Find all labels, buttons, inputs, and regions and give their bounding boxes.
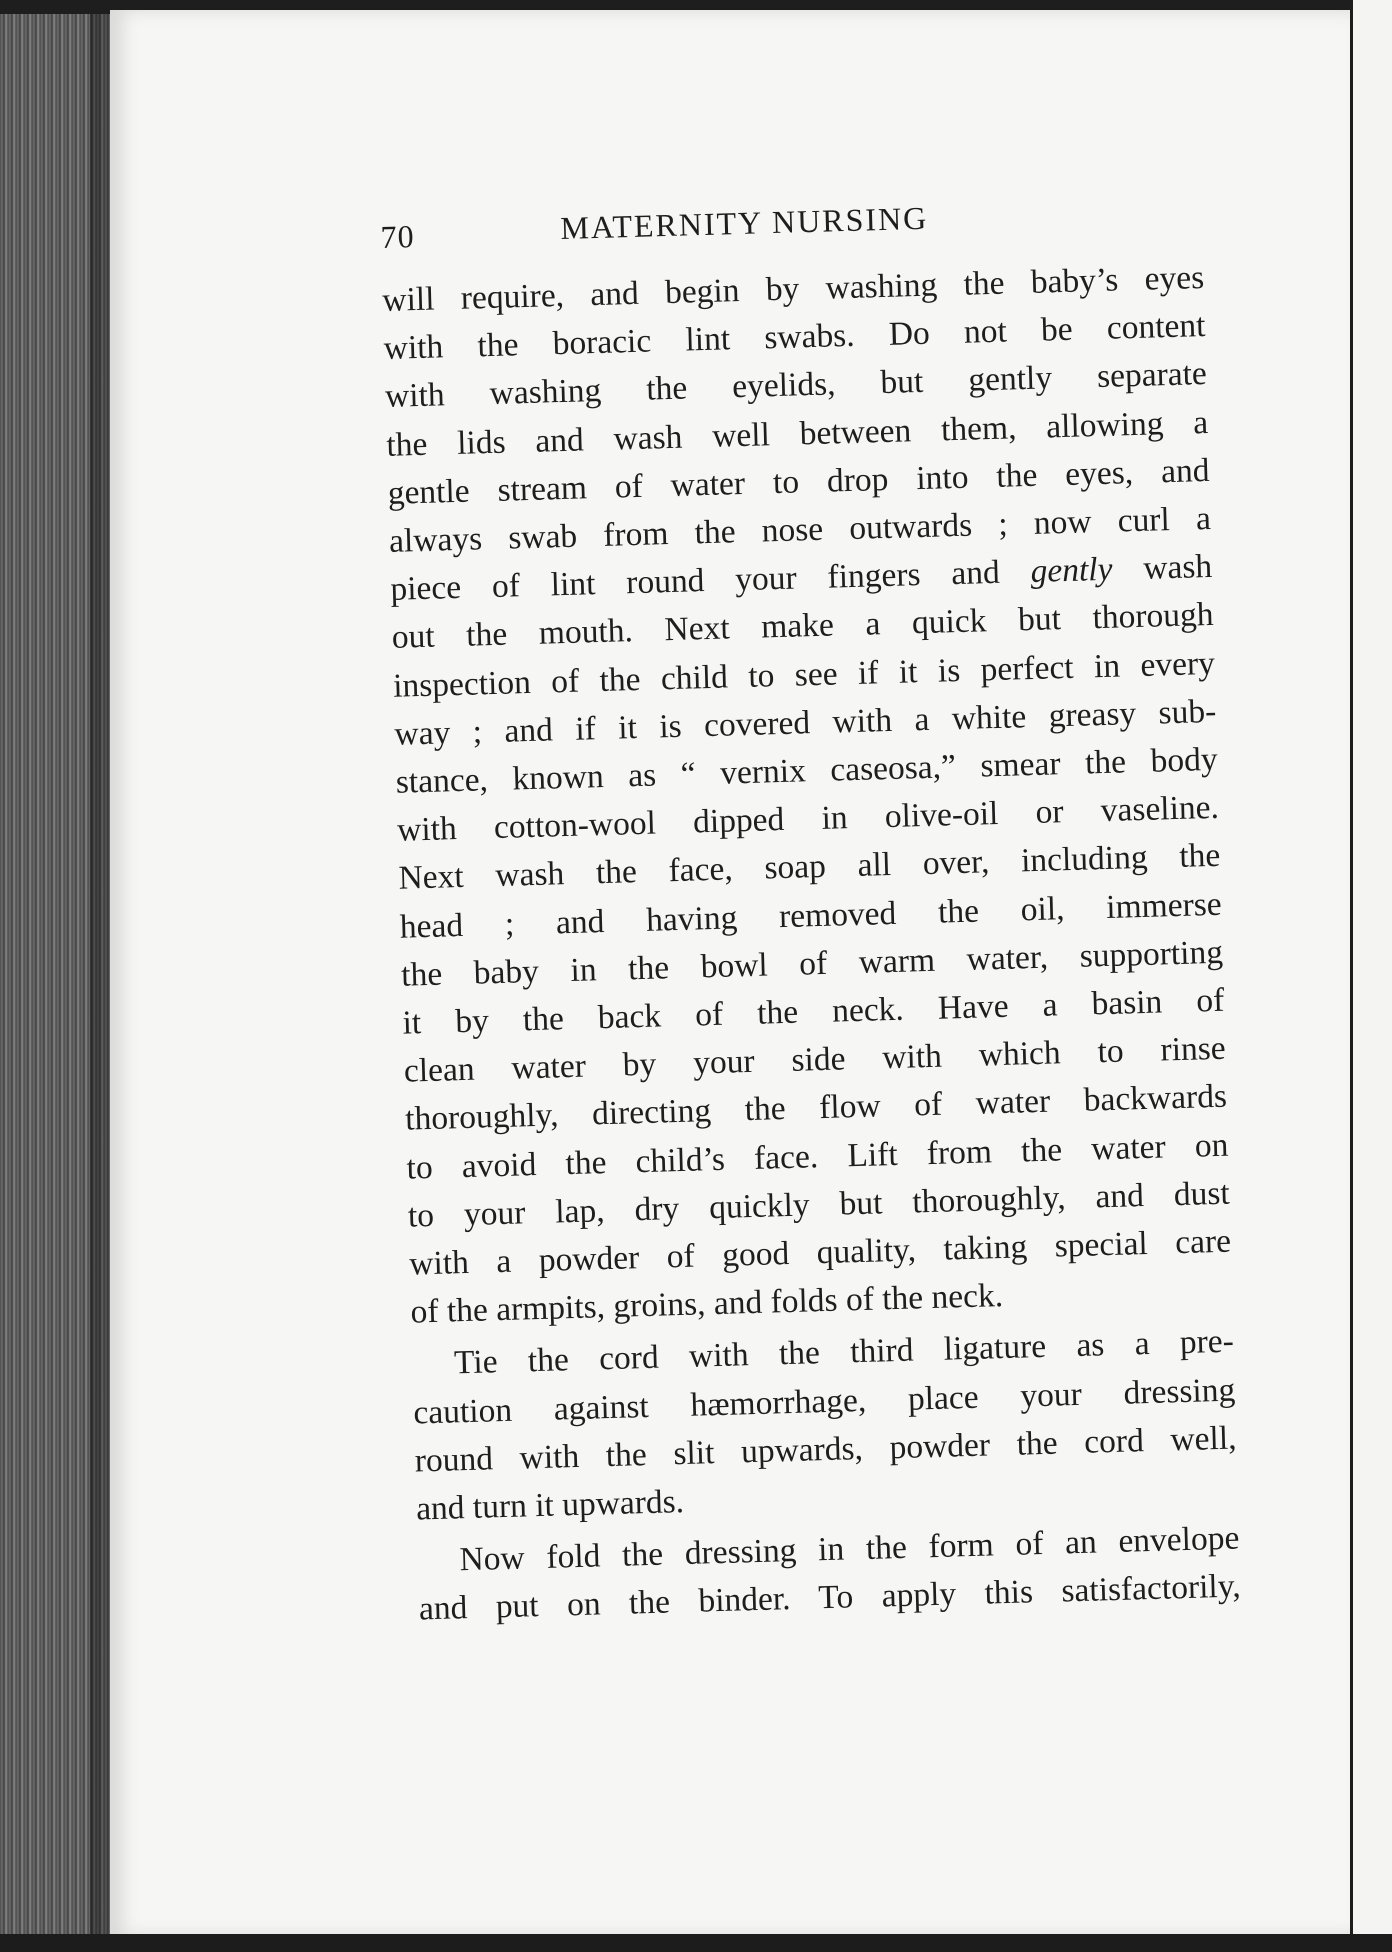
page-number: 70 xyxy=(380,218,416,255)
text-line: to your lap, dry quickly but thoroughly, and dust xyxy=(407,1174,1231,1235)
text-line: Next wash the face, soap all over, including the xyxy=(398,837,1221,898)
text-line: caution against hæmorrhage, place your dressing xyxy=(412,1371,1236,1432)
paragraph-1 xyxy=(382,254,1233,1337)
text-line: to avoid the child’s face. Lift from the water on xyxy=(406,1126,1229,1187)
text-block xyxy=(380,192,1241,1634)
text-line: will require, and begin by washing the baby’s eyes xyxy=(381,259,1205,319)
text-line: with a powder of good quality, taking special care xyxy=(408,1222,1232,1283)
bottom-border xyxy=(0,1934,1392,1952)
text-line: and put on the binder. To apply this satisfactorily, xyxy=(418,1567,1242,1628)
text-line: way ; and if it is covered with a white greasy sub- xyxy=(393,692,1217,753)
text-line: it by the back of the neck. Have a basin of xyxy=(402,981,1225,1042)
text-segment: piece of lint round your fingers and xyxy=(389,553,1032,609)
text-line: with the boracic lint swabs. Do not be content xyxy=(383,307,1206,368)
text-line: with washing the eyelids, but gently separate xyxy=(384,355,1208,416)
text-segment: wash xyxy=(1111,548,1213,588)
text-line: stance, known as “ vernix caseosa,” smear the body xyxy=(395,740,1219,801)
text-line: inspection of the child to see if it is perfect in every xyxy=(392,644,1216,705)
text-line: of the armpits, groins, and folds of the neck. xyxy=(410,1277,1004,1331)
book-title: MATERNITY NURSING xyxy=(559,199,929,246)
text-line: the baby in the bowl of warm water, supporting xyxy=(400,933,1224,994)
text-line: Tie the cord with the third ligature as a pre- xyxy=(453,1323,1235,1382)
text-line: out the mouth. Next make a quick but thorough xyxy=(391,596,1215,657)
text-line: thoroughly, directing the flow of water backwards xyxy=(404,1078,1228,1139)
text-line: Now fold the dressing in the form of an envelope xyxy=(459,1519,1240,1579)
text-line: round with the slit upwards, powder the cord well, xyxy=(414,1419,1237,1480)
text-line: and turn it upwards. xyxy=(415,1483,685,1528)
right-page-edge xyxy=(1350,0,1392,1952)
italic-word: gently xyxy=(1030,550,1113,591)
paragraph-2 xyxy=(411,1318,1238,1534)
text-line: clean water by your side with which to rinse xyxy=(403,1029,1227,1090)
text-line: gentle stream of water to drop into the eyes, and xyxy=(387,451,1210,512)
text-line: with cotton-wool dipped in olive-oil or vaseline. xyxy=(396,789,1220,849)
text-line: head ; and having removed the oil, immerse xyxy=(399,885,1223,946)
text-line: always swab from the nose outwards ; now curl a xyxy=(388,499,1212,560)
text-line: the lids and wash well between them, allowing a xyxy=(385,403,1209,464)
